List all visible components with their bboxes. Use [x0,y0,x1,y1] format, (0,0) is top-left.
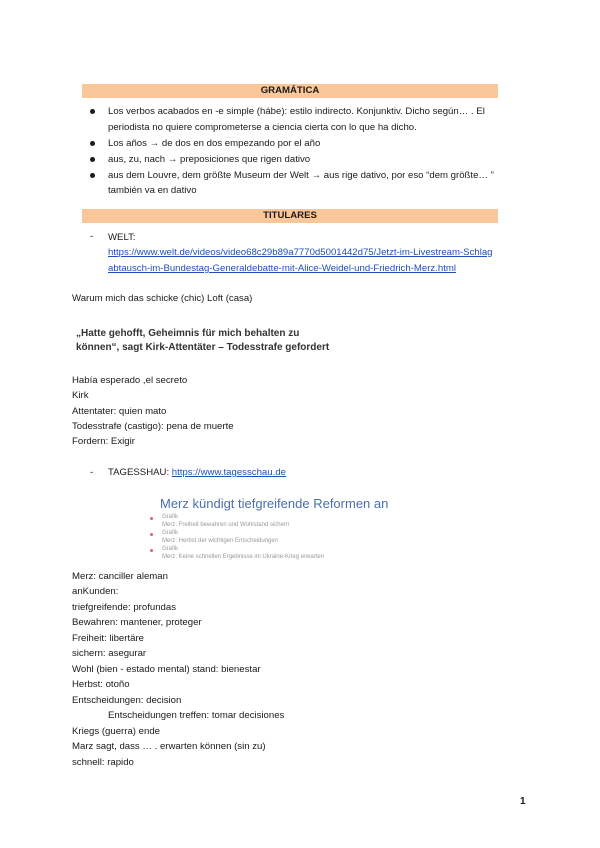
vocab-line: anKunden: [72,586,119,597]
grammar-bullet-text: aus dem Louvre, dem größte Museum der Welt → aus rige dativo, por eso “dem größte… ” [108,170,494,181]
vocab-line: Había esperado ,el secreto [72,375,188,386]
pink-marker [150,549,153,552]
headline-quote-line: können“, sagt Kirk-Attentäter – Todesstrafe gefordert [76,342,330,353]
screenshot-row: Grafik [162,546,179,552]
vocab-line: Kirk [72,390,89,401]
vocab-line: Merz: canciller aleman [72,571,168,582]
vocab-line: Bewahren: mantener, proteger [72,617,202,628]
welt-link[interactable]: https://www.welt.de/videos/video68c29b89a7770d5001442d75/Jetzt-im-Livestream-Schlag [108,247,493,258]
grammar-bullet-text: Los verbos acabados en -e simple (hábe): estilo indirecto. Konjunktiv. Dicho según… . El [108,106,485,117]
screenshot-row: Grafik [162,514,179,520]
bullet-dot [90,157,95,162]
screenshot-row: Merz: Keine schnellen Ergebnisse im Ukraine-Krieg erwarten [162,554,325,560]
screenshot-row: Merz: Freiheit bewahren und Wohlstand sichern [162,522,290,528]
vocab-line: triefgreifende: profundas [72,602,176,613]
vocab-line: Wohl (bien - estado mental) stand: bienestar [72,664,261,675]
screenshot-title: Merz kündigt tiefgreifende Reformen an [160,496,389,511]
bullet-dot [90,173,95,178]
vocab-line: Todesstrafe (castigo): pena de muerte [72,421,234,432]
vocab-line: Attentater: quien mato [72,406,167,417]
grammar-bullet-text: Los años → de dos en dos empezando por el año [108,138,321,149]
dash-marker: - [90,231,94,242]
vocab-line: Marz sagt, dass … . erwarten können (sin zu) [72,741,266,752]
page-number: 1 [520,796,526,807]
vocab-line: Freiheit: libertäre [72,633,144,644]
dash-marker: - [90,467,94,478]
bullet-dot [90,141,95,146]
pink-marker [150,517,153,520]
grammar-bullet-text: aus, zu, nach → preposiciones que rigen dativo [108,154,311,165]
vocab-line: Herbst: otoño [72,679,130,690]
vocab-line: sichern: asegurar [72,648,147,659]
headline-quote-line: „Hatte gehofft, Geheimnis für mich behalten zu [76,328,300,339]
tagesschau-label: TAGESSHAU: [108,467,172,478]
section-header-headlines: TITULARES [82,209,498,223]
vocab-line: Fordern: Exigir [72,436,135,447]
vocab-line-indented: Entscheidungen treffen: tomar decisiones [108,710,285,721]
pink-marker [150,533,153,536]
bullet-dot [90,109,95,114]
section-header-grammar: GRAMÁTICA [82,84,498,98]
vocab-line: schnell: rapido [72,757,134,768]
grammar-bullet-text: periodista no quiere comprometerse a ciencia cierta con lo que ha dicho. [108,122,417,133]
tagesschau-screenshot [148,496,453,562]
vocab-line: Entscheidungen: decision [72,695,182,706]
screenshot-row: Merz: Herbst der wichtigen Entscheidungen [162,538,279,544]
tagesschau-link[interactable]: https://www.tagesschau.de [171,467,286,478]
screenshot-row: Grafik [162,530,179,536]
vocab-line: Kriegs (guerra) ende [72,726,160,737]
welt-label: WELT: [108,232,136,243]
welt-link-continued[interactable]: abtausch-im-Bundestag-Generaldebatte-mit-Alice-Weidel-und-Friedrich-Merz.html [108,263,456,274]
loft-line: Warum mich das schicke (chic) Loft (casa) [72,293,253,304]
grammar-bullet-text: también va en dativo [108,185,197,196]
